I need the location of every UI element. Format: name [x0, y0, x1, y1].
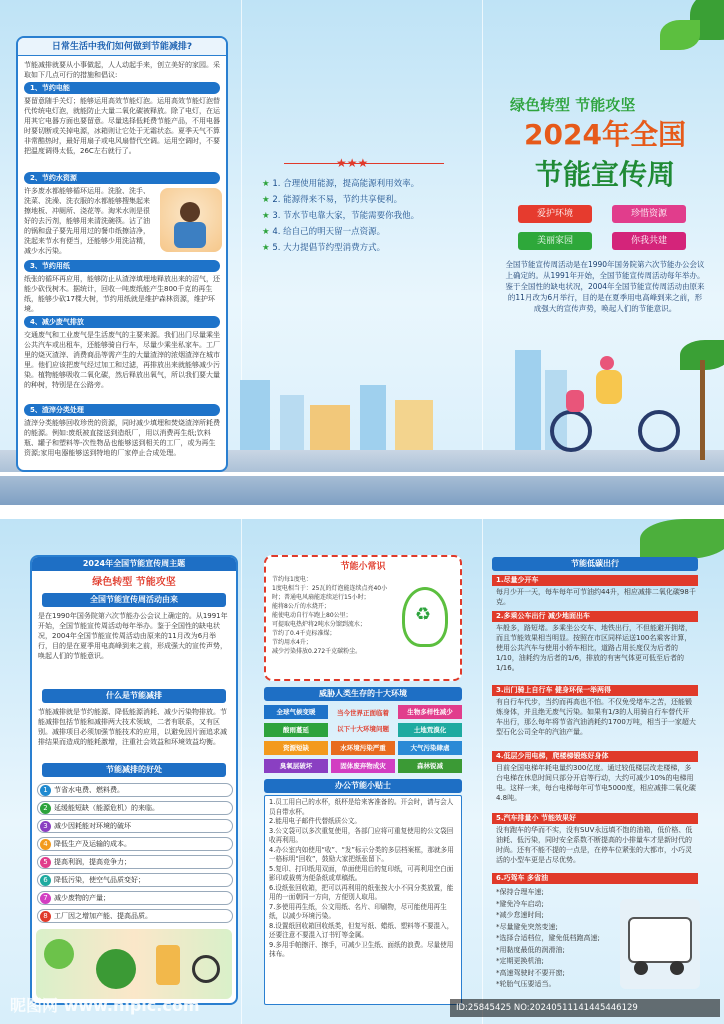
benefit-title: 节能减排的好处 [42, 763, 226, 777]
slogan-item: ★ 3. 节水节电靠大家，节能需要你我他。 [262, 211, 420, 221]
office-tip: 8.设置纸回收箱回收纸类，但复写纸、蜡纸、塑料等不要混入，还要注意不要混入订书钉等金属。 [269, 921, 454, 939]
threat-title: 威胁人类生存的十大环境 [264, 687, 462, 701]
threat-item: 森林锐减 [398, 759, 462, 773]
threat-item: 土地荒漠化 [398, 723, 462, 737]
office-tip: 3.公文袋可以多次重复使用，各部门应将可重复使用的公文袋回收再利用。 [269, 826, 454, 844]
leaf-decoration [660, 20, 700, 50]
cover-slogan: 绿色转型 节能攻坚 [510, 96, 636, 114]
benefit-item: 5 提高利润，提高竞争力； [37, 855, 233, 869]
building [240, 380, 270, 450]
section-2-label: 2、节约水资源 [24, 172, 220, 184]
section-5-text: 渣滓分类能够回收珍贵的资源，同时减少填埋和焚烧渣滓所耗费的能源。例如:废纸被直接送到造纸厂，用以消费再生纸;饮料瓶、罐子和塑料等-次性物品也能够送到相关的工厂，或为再生资源;家用电器能够送到特地的厂家停止合成处理。 [24, 419, 220, 457]
origin-text: 是在1990年国务院第六次节能办公会议上确定的。从1991年开始，全国节能宣传周活动每年举办。鉴于全国性的缺电状况，2004年全国节能宣传周活动由原来的11月改为6月举行，目的是在夏季用电高峰到来之前，形成强大的宣传声势，唤起人们的节能意识。 [38, 612, 228, 660]
threat-item: 酸雨蔓延 [264, 723, 328, 737]
travel-tip-text: *保持合理车速; *避免冷车启动; *减少怠速时间; *尽量避免突然变速; *选择合适档位，避免低档跑高速; *用黏度最低的润滑油; *定期更换机油; *高速驾驶时不要开窗; *轮胎气压要适当。 [496, 888, 600, 988]
office-tip: 5.复印、打印纸用双面，单面使用后的复印纸，可再利用空白面影印或裁剪为便条纸或草稿纸。 [269, 864, 454, 882]
office-title: 办公节能小贴士 [264, 779, 462, 793]
tag-cherish-resources: 珍惜资源 [612, 205, 686, 223]
section-1-text: 要留意随手关灯；能够运用高效节能灯泡。运用高效节能灯泡替代传统电灯泡，就能防止大量二氧化碳被释放。除了电灯，在运用其它电器方面也要留意。尽量选择低耗费节能产品，不用电器时要切断或关掉电源，冰箱则让它处于无霜状态。夏季天气不算非常酷热时，最好用扇子或电风扇替代空调。运用空调时，不要把温度调得太低，26C左右就行了。 [24, 97, 220, 155]
low-carbon-title: 节能低碳出行 [492, 557, 698, 571]
benefit-item: 6 降低污染，使空气品质变好； [37, 873, 233, 887]
benefit-item: 7 减少废物的产量； [37, 891, 233, 905]
origin-title: 全国节能宣传周活动由来 [42, 593, 226, 607]
travel-tip-heading: 6.巧驾车 多省油 [492, 873, 698, 884]
tag-build-together: 你我共建 [612, 232, 686, 250]
travel-tip-heading: 2.多乘公车出行 减少地面出车 [492, 611, 698, 622]
building [360, 385, 386, 450]
bulb-recycle-icon: ♻ [402, 587, 448, 647]
threat-item: 全球气候变暖 [264, 705, 328, 719]
office-tip: 6.设纸张回收箱，把可以再利用的纸张按大小不同分类放置，能用的一面朝同一方向，方便别人取用。 [269, 883, 454, 901]
daily-tips-card [16, 36, 228, 472]
watermark: 昵图网 www.nipic.com [10, 996, 200, 1015]
knowledge-text: 节约每1度电： 1度电相当于：25瓦的灯泡能连续点亮40小时；普通电风扇能连续运行15小时； 能将8公斤的水烧开； 能使电动自行车跑上80公里； 可提取电热炉将2吨水分馏到流水； 节约了0.4千克标准煤； 节约用水4升； 减少污染排放0.272千克碳粉尘。 [272, 576, 388, 655]
section-2-text: 许多废水都能够循环运用。洗脸、洗手、洗菜、洗澡、洗衣服的水都能够搜集起来擦地板、冲厕所、浇花等。淘米水则是很好的去污剂，能够用来清洗碗筷。沾了油的锅和盘子要先用用过的餐巾纸擦洁净，洗起来节水有便当，还能够少用洗洁精，减少水污染。 [24, 187, 150, 255]
travel-tip-text: 车般多，路短堵。多乘坐公交车、地铁出行，不但能避开拥堵，而且节能效果相当明显。按照在市区同样运送100名乘客计算，使用公共汽车与使用小轿车相比，道路占用长度仅为后者的1/10，油耗约为后者的1/6，排放的有害气体更可低至后者的1/16。 [496, 624, 692, 672]
benefit-item: 3 减少因耗能对环境的破坏 [37, 819, 233, 833]
intro-text: 节能减排就要从小事做起，人人动起手来，创立美好的家园。采取如下几点可行的措施和倡议: [24, 61, 220, 79]
knowledge-card [264, 555, 462, 681]
section-3-label: 3、节约用纸 [24, 260, 220, 272]
eco-illustration [36, 929, 232, 999]
office-tips-card [264, 795, 462, 1005]
benefit-item: 8 工厂因之增加产能、提高品质。 [37, 909, 233, 923]
travel-tip-heading: 3.出门骑上自行车 健身环保一举两得 [492, 685, 698, 696]
cyclist-illustration [550, 350, 690, 460]
office-tip: 2.能用电子邮件代替纸质公文。 [269, 817, 362, 825]
office-tip: 9.多用手帕擦汗、擦手，可减少卫生纸、面纸的浪费。尽量使用抹布。 [269, 940, 454, 958]
threat-item: 资源短缺 [264, 741, 328, 755]
section-4-label: 4、减少废气排放 [24, 316, 220, 328]
threat-item: 水环境污染严重 [331, 741, 395, 755]
knowledge-title: 节能小常识 [340, 562, 386, 572]
star-icon: ★★★ [336, 156, 369, 170]
slogan-item: ★ 1. 合理使用能源，提高能源利用效率。 [262, 179, 420, 189]
building [395, 400, 433, 450]
tag-beautiful-home: 美丽家园 [518, 232, 592, 250]
what-text: 节能减排就是节约能源、降低能源消耗、减少污染物排放。节能减排包括节能和减排两大技术领域，二者有联系，又有区别。减排项目必须加强节能技术的应用，以避免因片面追求减排结果而造成的能耗激增，注重社会效益和环境效益均衡。 [38, 708, 227, 746]
image-id: ID:25845425 NO:20240511141445446129 [450, 999, 720, 1017]
travel-tip-text: 有自行车代步，当约而再高也不怕。不仅免受堵车之苦，还能锻炼身体，并且绝无废气污染。如果有1/3的人用骑自行车替代开车出行，那么每年将节省汽油消耗约1700万吨，相当于一家超大型石化公司全年的汽油产量。 [496, 698, 696, 736]
water-saving-illustration [160, 188, 222, 252]
travel-tip-heading: 4.低层少用电梯，爬楼梯锻炼好身体 [492, 751, 698, 762]
building [515, 350, 541, 450]
benefit-item: 2 延缓能短缺（能源危机）的来临。 [37, 801, 233, 815]
theme-text: 绿色转型 节能攻坚 [92, 577, 176, 588]
leaf-decoration [640, 519, 724, 559]
palm-trunk [700, 360, 705, 460]
office-tip: 7.多使用再生纸，公文用纸、名片、印刷物，尽可能使用再生纸，以减少环境污染。 [269, 902, 447, 920]
brochure-outside [0, 0, 724, 505]
section-5-label: 5、渣滓分类处理 [24, 404, 220, 416]
slogan-item: ★ 2. 能源得来不易，节约共享便利。 [262, 195, 403, 205]
card-title: 日常生活中我们如何做到节能减排? [18, 38, 226, 56]
threat-item: 大气污染肆虐 [398, 741, 462, 755]
tag-protect-env: 爱护环境 [518, 205, 592, 223]
threat-item: 生物多样性减少 [398, 705, 462, 719]
section-3-text: 纸张的循环再应用，能够防止从渣滓填埋地释放出来的沼气，还能少砍伐树木。据统计，回收一吨废纸能产生800千克的再生纸，能够少砍17棵大树，节约用纸就是维护森林资源，维护环境。 [24, 275, 220, 313]
travel-tip-text: 目前全国电梯年耗电量约300亿度。通过较低楼层改走楼梯，多台电梯在休息时间只部分开启等行动，大约可减少10%的电梯用电。这样一来，每台电梯每年可节电5000度，相应减排二氧化碳4.8吨。 [496, 764, 696, 802]
benefit-item: 1 节省水电费、燃料费。 [37, 783, 233, 797]
bus-illustration [620, 899, 700, 989]
cover-title-line1: 2024年全国 [524, 118, 686, 151]
threat-center: 当今世界正面临着 以下十大环境问题 [337, 709, 389, 733]
threat-item: 固体废弃物成灾 [331, 759, 395, 773]
slogan-item: ★ 4. 给自己的明天留一点资源。 [262, 227, 386, 237]
brochure-inside [0, 519, 724, 1024]
office-tip: 4.办公室内如使用“收”、“发”标示分类的多层档案框，那就多用一格标明“回收”，鼓励大家把纸张留下。 [269, 845, 454, 863]
slogan-item: ★ 5. 大力提倡节约型消费方式。 [262, 243, 386, 253]
slogan-list [262, 176, 472, 256]
section-4-text: 交通废气和工业废气是生活废气的主要来源。我们出门尽量乘坐公共汽车或出租车，还能够骑自行车，尽量少乘坐私家车。工厂里的烧灭渣滓、消费商品等需产生的大量渣滓的浓烟渣滓在城市里。他们应该把废气经过加工和过滤，再排放出来就能够减少污染。植物能够吸收二氧化碳，然后释放出氧气，所以我们要大量的种树，特别是在公路旁。 [24, 331, 220, 389]
travel-tip-text: 没有跑车的华而不实，没有SUV永远填不饱的油箱，低价格、低油耗、低污染，同时安全系数不断提高的小排量车才是新时代的时尚。还有不能不提的一点是，在停车位紧张的大都市，小巧灵活的小型车更是占尽优势。 [496, 826, 693, 864]
sheet-gap [0, 505, 724, 519]
road-stripe [0, 472, 724, 476]
theme-bar: 2024年全国节能宣传周主题 [32, 557, 236, 571]
what-title: 什么是节能减排 [42, 689, 226, 703]
travel-tip-text: 每月少开一天，每车每年可节油约44升，相应减排二氧化碳98千克。 [496, 588, 696, 606]
office-tip: 1.员工用自己的水杯，纸杯是给来客准备的。开会时，请与会人员自带水杯。 [269, 798, 454, 816]
benefit-item: 4 降低生产及运输的成本。 [37, 837, 233, 851]
section-1-label: 1、节约电能 [24, 82, 220, 94]
travel-tip-heading: 5.汽车排量小 节能效果好 [492, 813, 698, 824]
travel-tip-heading: 1.尽量少开车 [492, 575, 698, 586]
cover-title-line2: 节能宣传周 [534, 158, 675, 191]
threat-item: 臭氧层破坏 [264, 759, 328, 773]
cover-intro: 全国节能宣传周活动是在1990年国务院第六次节能办公会议上确定的。从1991年开始，全国节能宣传周活动每年举办。鉴于全国性的缺电状况，2004年全国节能宣传周活动由原来的11月改为6月举行，目的是在夏季用电高峰到来之前，形成强大的宣传声势，唤起人们的节能意识。 [505, 260, 705, 313]
building [280, 395, 304, 450]
building [310, 405, 350, 450]
